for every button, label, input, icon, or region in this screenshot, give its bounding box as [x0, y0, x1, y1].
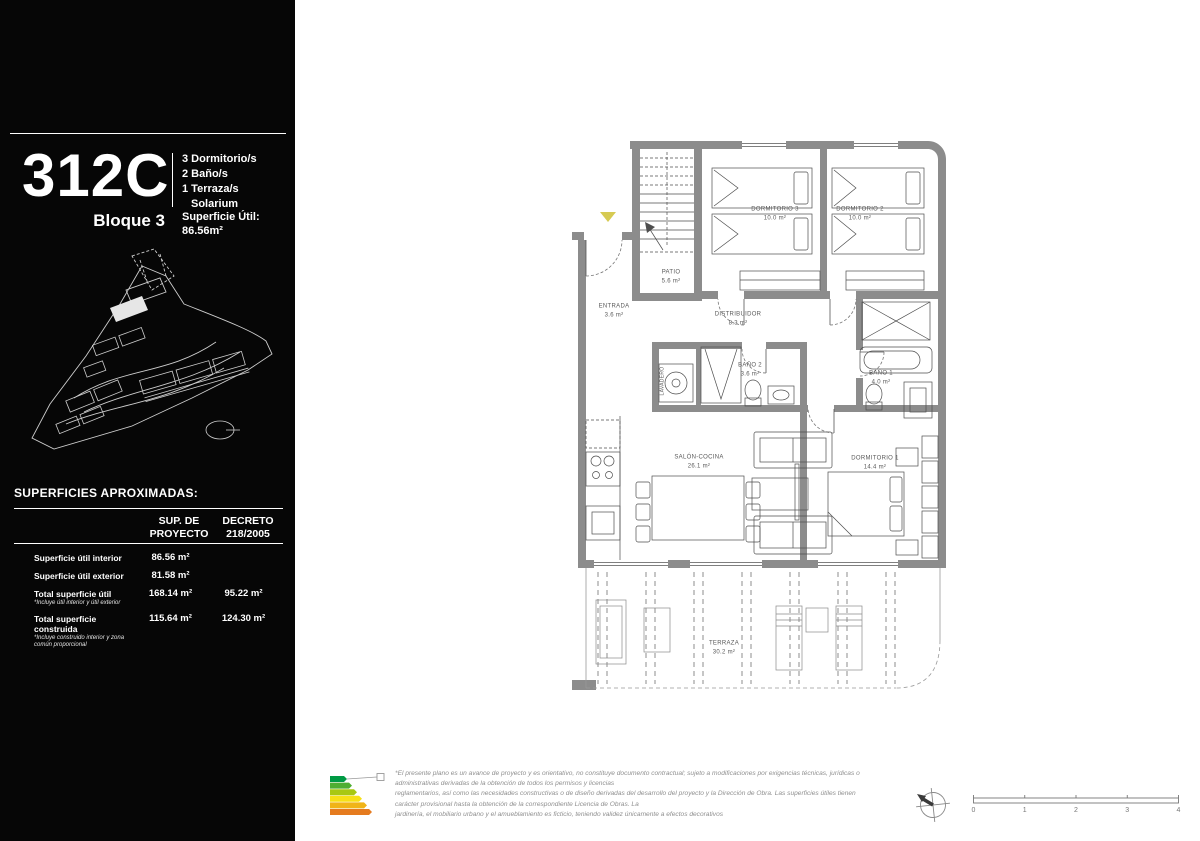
table-row: Superficie útil exterior 81.58 m² [34, 570, 190, 581]
room-label-entrada: ENTRADA 3.6 m² [598, 303, 630, 318]
feature-item: Solarium [191, 198, 239, 210]
room-label-salon-cocina: SALÓN-COCINA 26.1 m² [674, 454, 724, 469]
divider-line [10, 133, 286, 134]
useful-area [182, 210, 260, 238]
bathroom2-fixtures [659, 347, 794, 406]
table-rule [14, 508, 283, 509]
terrace [586, 568, 940, 688]
block-label: Bloque 3 [93, 211, 165, 230]
feature-list [182, 152, 257, 212]
room-label-dormitorio1: DORMITORIO 1 14.4 m² [851, 455, 899, 470]
wardrobe [862, 302, 930, 340]
room-label-lavadero: LAVADERO [659, 366, 666, 396]
column-header-proyecto: SUP. DE PROYECTO [149, 515, 209, 540]
bedroom3-furniture [712, 168, 820, 290]
bedroom2-furniture [832, 168, 924, 290]
room-label-terraza: TERRAZA 30.2 m² [708, 640, 740, 655]
scale-bar [970, 792, 1184, 820]
staircase [640, 152, 694, 252]
disclaimer-text: *El presente plano es un avance de proyecto y es orientativo, no constituye documento contractual; sujeto a modificaciones por exigencias técnicas, jurídicas o administrativas derivadas de la obtención de todos los permisos y licencias reglamentarios, así como las necesidades constructivas o de diseño derivadas del desarrollo del proyecto y la Dirección de Obra. Las superficies útiles tienen carácter provisional hasta la obtención de la correspondiente Licencia de Obras. La jardinería, el mobiliario urbano y el amueblamiento es ficticio, teniendo validez únicamente a efectos decorativos [395, 770, 860, 818]
useful-area-label: Superficie Útil: [182, 211, 260, 223]
superficies-table [14, 553, 284, 656]
column-header-decreto: DECRETO 218/2005 [222, 515, 274, 540]
scale-tick: 1 [1022, 807, 1027, 814]
room-label-patio: PATIO 5.6 m² [661, 269, 681, 284]
room-label-distribuidor: DISTRIBUIDOR 8.3 m² [714, 311, 762, 326]
compass-icon [914, 786, 952, 824]
walls [572, 141, 946, 690]
door-arcs [586, 240, 884, 433]
entrance-marker-icon [600, 212, 616, 222]
scale-tick: 2 [1074, 807, 1078, 814]
scale-tick: 4 [1176, 807, 1181, 814]
table-rule [14, 543, 283, 544]
useful-area-value: 86.56m² [182, 225, 223, 237]
feature-item: 2 Baño/s [182, 168, 228, 180]
highlighted-building [110, 296, 148, 322]
room-label-dormitorio3: DORMITORIO 3 10.0 m² [751, 206, 799, 221]
sidebar [0, 0, 295, 841]
room-label-bano2: BAÑO 2 3.6 m² [738, 362, 762, 377]
scale-tick: 3 [1125, 807, 1130, 814]
feature-item: 3 Dormitorio/s [182, 153, 257, 165]
table-row: Superficie útil interior 86.56 m² [34, 552, 190, 563]
room-label-dormitorio2: DORMITORIO 2 10.0 m² [836, 206, 884, 221]
kitchen-living-furniture [586, 416, 832, 560]
site-plan-illustration [14, 246, 280, 458]
table-title: SUPERFICIES APROXIMADAS: [14, 486, 199, 500]
unit-number: 312C [22, 142, 170, 209]
energy-rating-icon [326, 768, 388, 820]
table-row: Total superficie construida *Incluye construido interior y zona común proporcional 115.64 m² 124.30 m² [34, 613, 266, 648]
room-label-bano1: BAÑO 1 4.0 m² [869, 370, 893, 385]
table-row: Total superficie útil *Incluye útil interior y útil exterior 168.14 m² 95.22 m² [34, 588, 263, 606]
scale-tick: 0 [971, 807, 976, 814]
vertical-divider [172, 153, 173, 207]
feature-item: 1 Terraza/s [182, 183, 239, 195]
